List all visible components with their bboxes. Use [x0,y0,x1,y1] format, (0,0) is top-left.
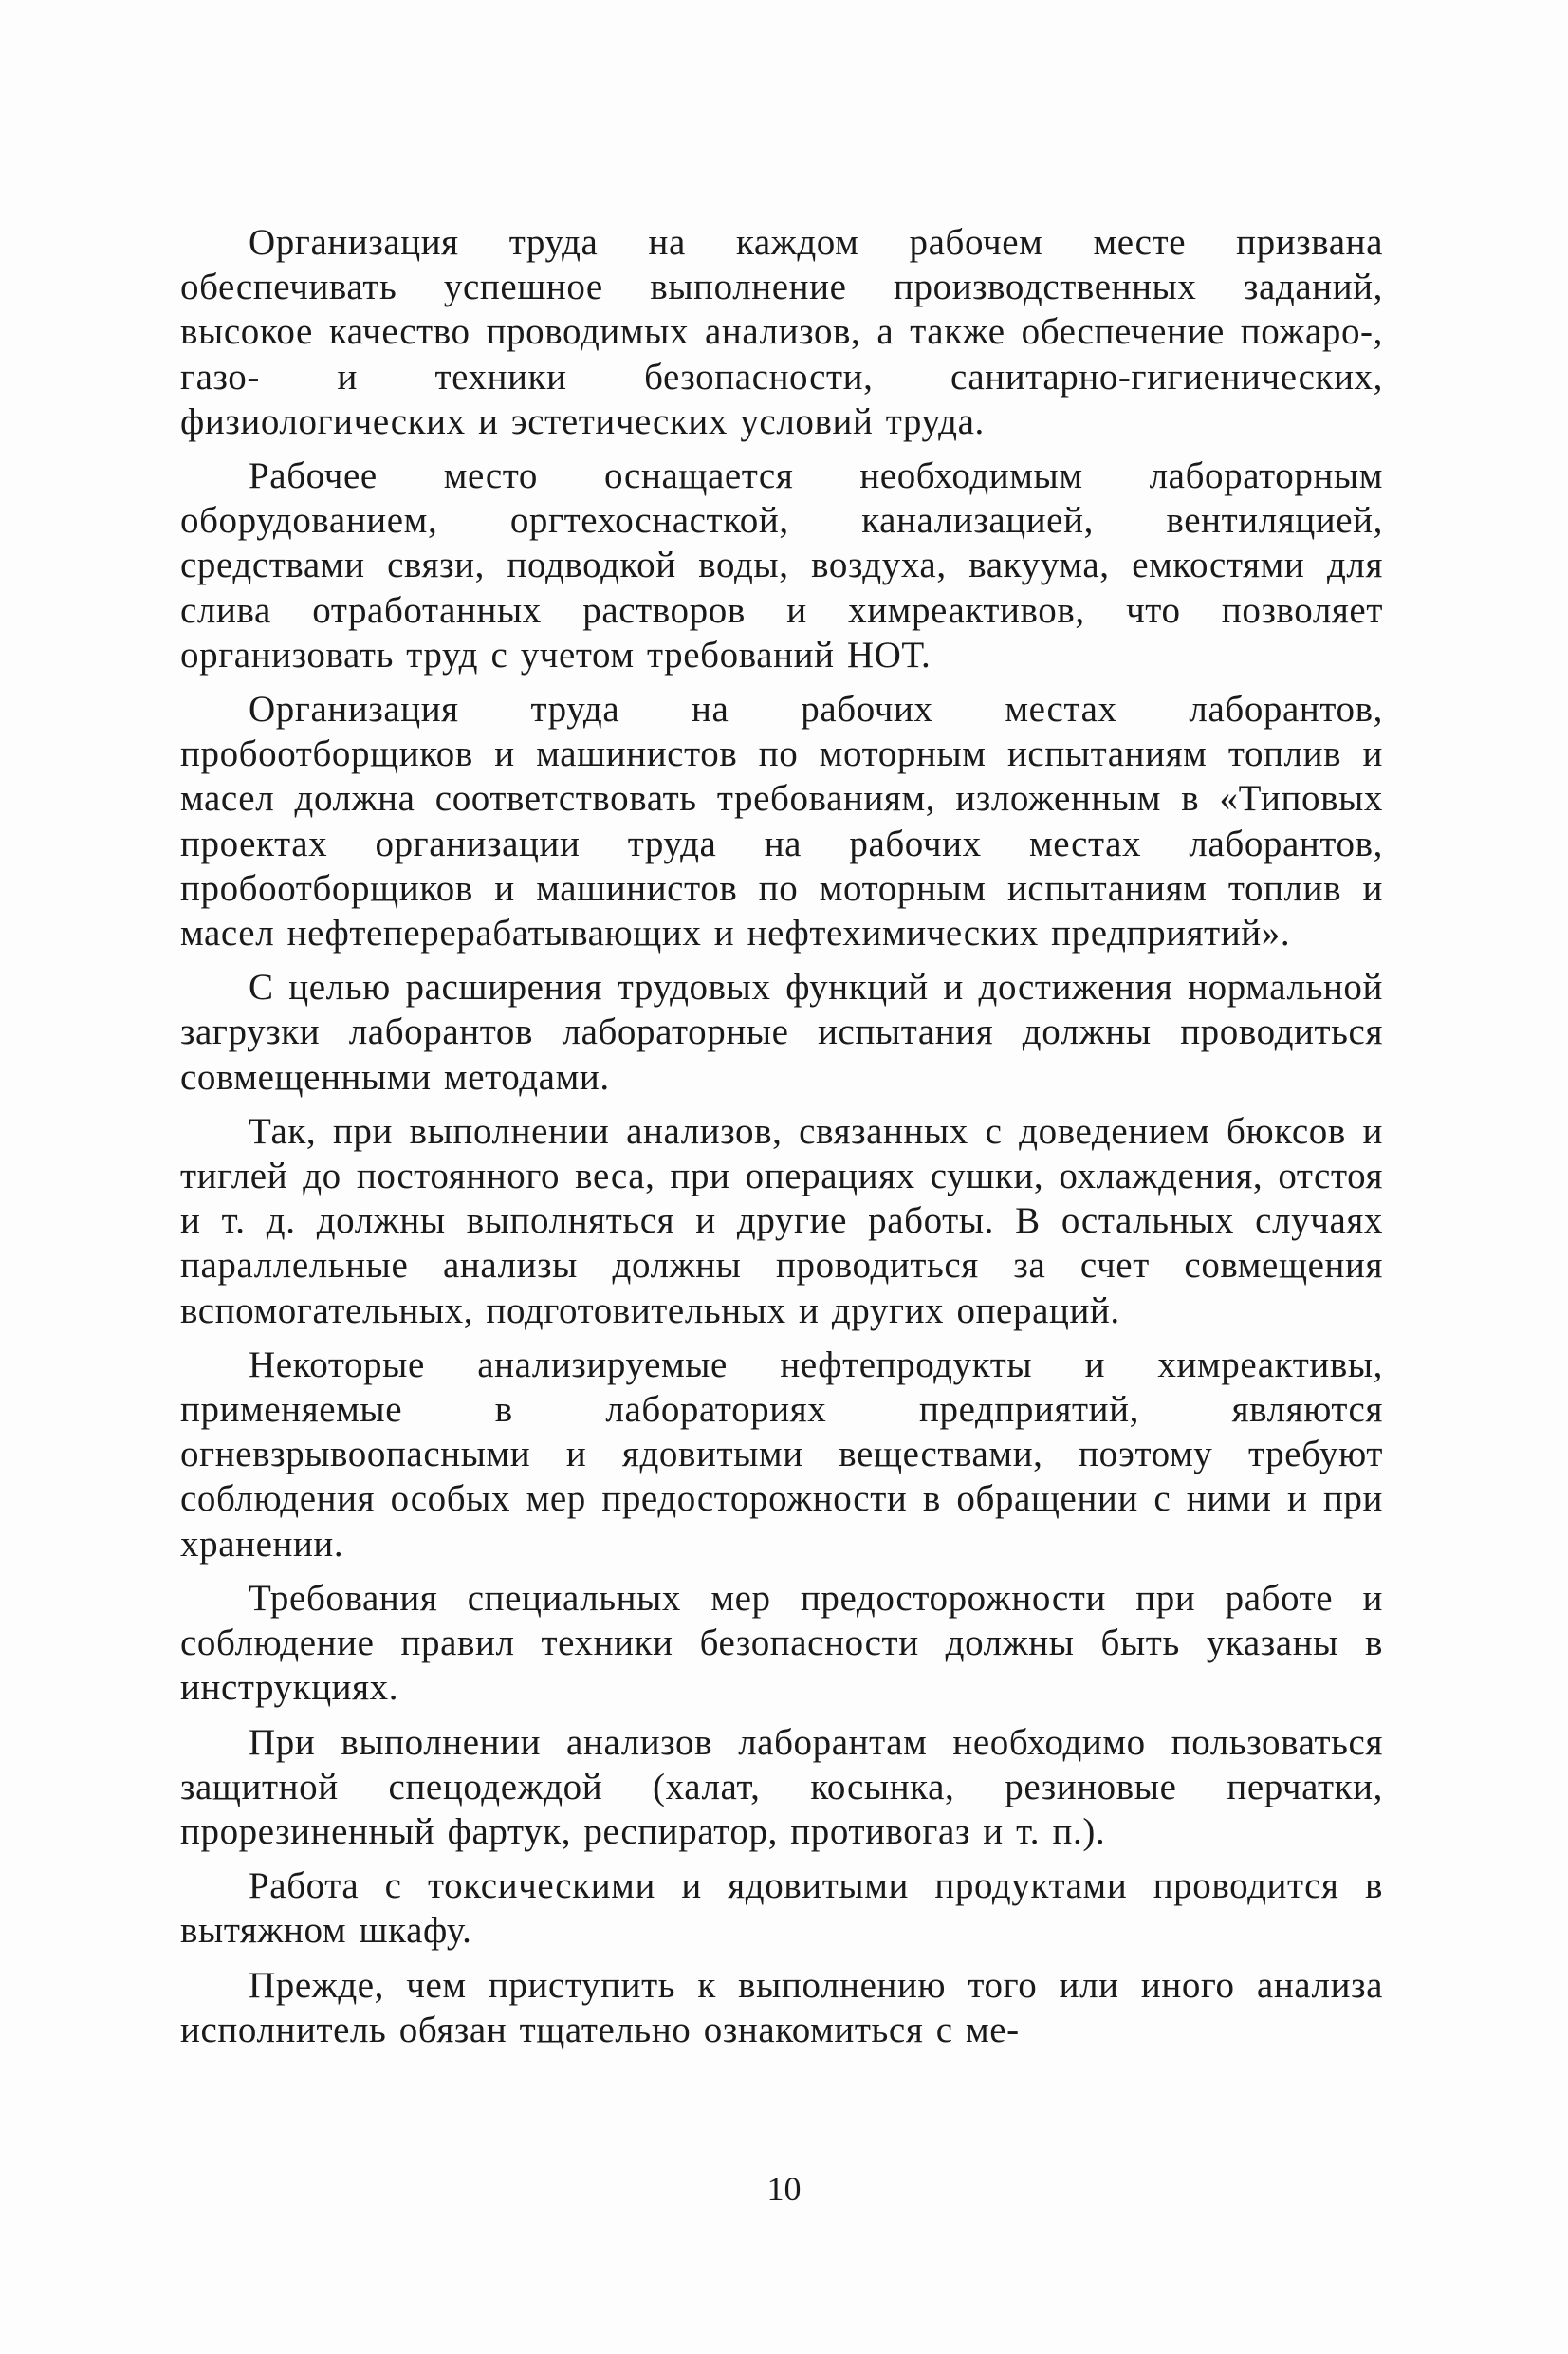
paragraph-3: Организация труда на рабочих местах лаборантов, пробоотборщиков и машинистов по моторным испытаниям топлив и масел должна соответствовать требованиям, изложенным в «Типовых проектах организации труда на рабочих местах лаборантов, пробоотборщиков и машинистов по моторным испытаниям топлив и масел нефтеперерабатывающих и нефтехимических предприятий». [180,689,1383,955]
paragraph-10: Прежде, чем приступить к выполнению того или иного анализа исполнитель обязан тщательно ознакомиться с ме- [180,1964,1383,2050]
paragraph-4: С целью расширения трудовых функций и достижения нормальной загрузки лаборантов лабораторные испытания должны проводиться совмещенными методами. [180,967,1383,1098]
page-number: 10 [766,2170,802,2208]
paragraph-8: При выполнении анализов лаборантам необходимо пользоваться защитной спецодеждой (халат, косынка, резиновые перчатки, прорезиненный фартук, респиратор, противогаз и т. п.). [180,1721,1383,1852]
paragraph-2: Рабочее место оснащается необходимым лабораторным оборудованием, оргтехоснасткой, канализацией, вентиляцией, средствами связи, подводкой воды, воздуха, вакуума, емкостями для слива отработанных растворов и химреактивов, что позволяет организовать труд с учетом требований НОТ. [180,455,1383,676]
body-text [180,220,1383,2062]
paragraph-5: Так, при выполнении анализов, связанных с доведением бюксов и тиглей до постоянного веса, при операциях сушки, охлаждения, отстоя и т. д. должны выполняться и другие работы. В остальных случаях параллельные анализы должны проводиться за счет совмещения вспомогательных, подготовительных и других операций. [180,1110,1383,1331]
paragraph-9: Работа с токсическими и ядовитыми продуктами проводится в вытяжном шкафу. [180,1865,1383,1952]
paragraph-6: Некоторые анализируемые нефтепродукты и химреактивы, применяемые в лабораториях предприятий, являются огневзрывоопасными и ядовитыми веществами, поэтому требуют соблюдения особых мер предосторожности в обращении с ними и при хранении. [180,1344,1383,1565]
paragraph-1: Организация труда на каждом рабочем месте призвана обеспечивать успешное выполнение производственных заданий, высокое качество проводимых анализов, а также обеспечение пожаро-, газо- и техники безопасности, санитарно-гигиенических, физиологических и эстетических условий труда. [180,222,1383,442]
paragraph-7: Требования специальных мер предосторожности при работе и соблюдение правил техники безопасности должны быть указаны в инструкциях. [180,1577,1383,1709]
